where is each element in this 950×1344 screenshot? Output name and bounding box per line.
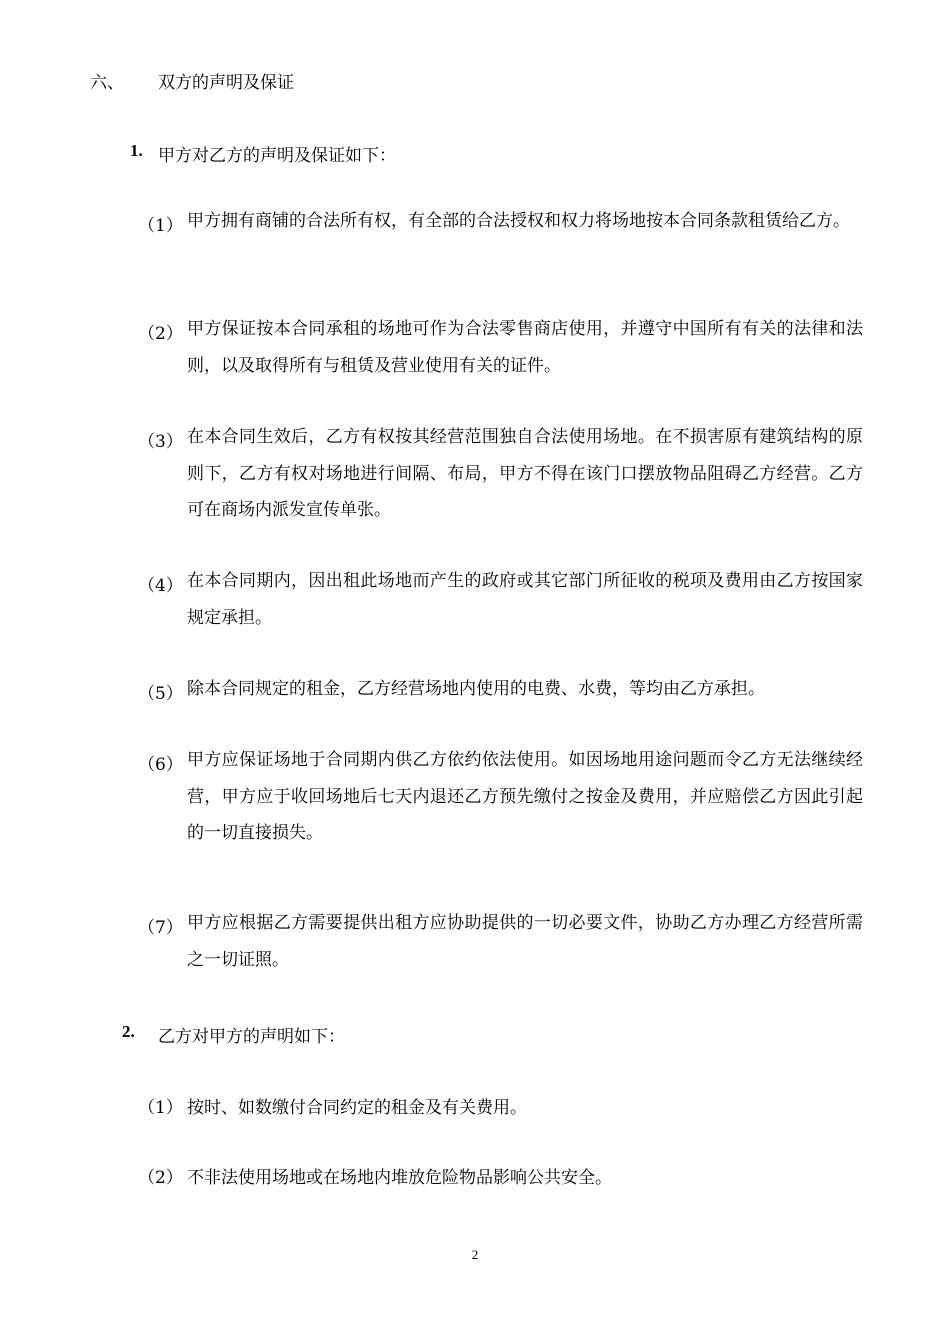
part1-item-6-text: 甲方应保证场地于合同期内供乙方依约依法使用。如因场地用途问题而令乙方无法继续经营，甲方应于收回场地后七天内退还乙方预先缴付之按金及费用，并应赔偿乙方因此引起的一切直接损失。 <box>187 750 863 843</box>
part1-item-2-number: （2） <box>138 324 183 344</box>
part1-item-4-text: 在本合同期内，因出租此场地而产生的政府或其它部门所征收的税项及费用由乙方按国家规定承担。 <box>187 571 863 628</box>
part2-item-1-text: 按时、如数缴付合同约定的租金及有关费用。 <box>187 1098 527 1118</box>
part2-number: 2. <box>122 1022 135 1041</box>
part1-item-2-text: 甲方保证按本合同承租的场地可作为合法零售商店使用，并遵守中国所有有关的法律和法则，以及取得所有与租赁及营业使用有关的证件。 <box>187 319 863 376</box>
part1-item-1-text: 甲方拥有商铺的合法所有权，有全部的合法授权和权力将场地按本合同条款租赁给乙方。 <box>187 211 850 231</box>
section-title: 双方的声明及保证 <box>158 73 294 93</box>
part2-item-2-text: 不非法使用场地或在场地内堆放危险物品影响公共安全。 <box>187 1168 612 1188</box>
part1-item-6-number: （6） <box>138 755 183 775</box>
part2-title: 乙方对甲方的声明如下： <box>158 1027 345 1047</box>
part2-item-2-number: （2） <box>138 1168 183 1188</box>
part1-number: 1. <box>130 141 143 160</box>
part2-item-1-number: （1） <box>138 1098 183 1118</box>
part1-item-7-text: 甲方应根据乙方需要提供出租方应协助提供的一切必要文件，协助乙方办理乙方经营所需之一切证照。 <box>187 913 863 970</box>
part1-item-7-number: （7） <box>138 918 183 938</box>
part1-item-3-number: （3） <box>138 432 183 452</box>
part1-item-5-text: 除本合同规定的租金，乙方经营场地内使用的电费、水费，等均由乙方承担。 <box>187 679 765 699</box>
part1-item-4-number: （4） <box>138 576 183 596</box>
page-number: 2 <box>471 1247 479 1262</box>
part1-item-5-number: （5） <box>138 684 183 704</box>
part1-title: 甲方对乙方的声明及保证如下： <box>158 146 396 166</box>
part1-item-1-number: （1） <box>138 216 183 236</box>
section-number: 六、 <box>90 73 124 93</box>
part1-item-3-text: 在本合同生效后，乙方有权按其经营范围独自合法使用场地。在不损害原有建筑结构的原则下，乙方有权对场地进行间隔、布局，甲方不得在该门口摆放物品阻碍乙方经营。乙方可在商场内派发宣传单张。 <box>187 427 863 520</box>
